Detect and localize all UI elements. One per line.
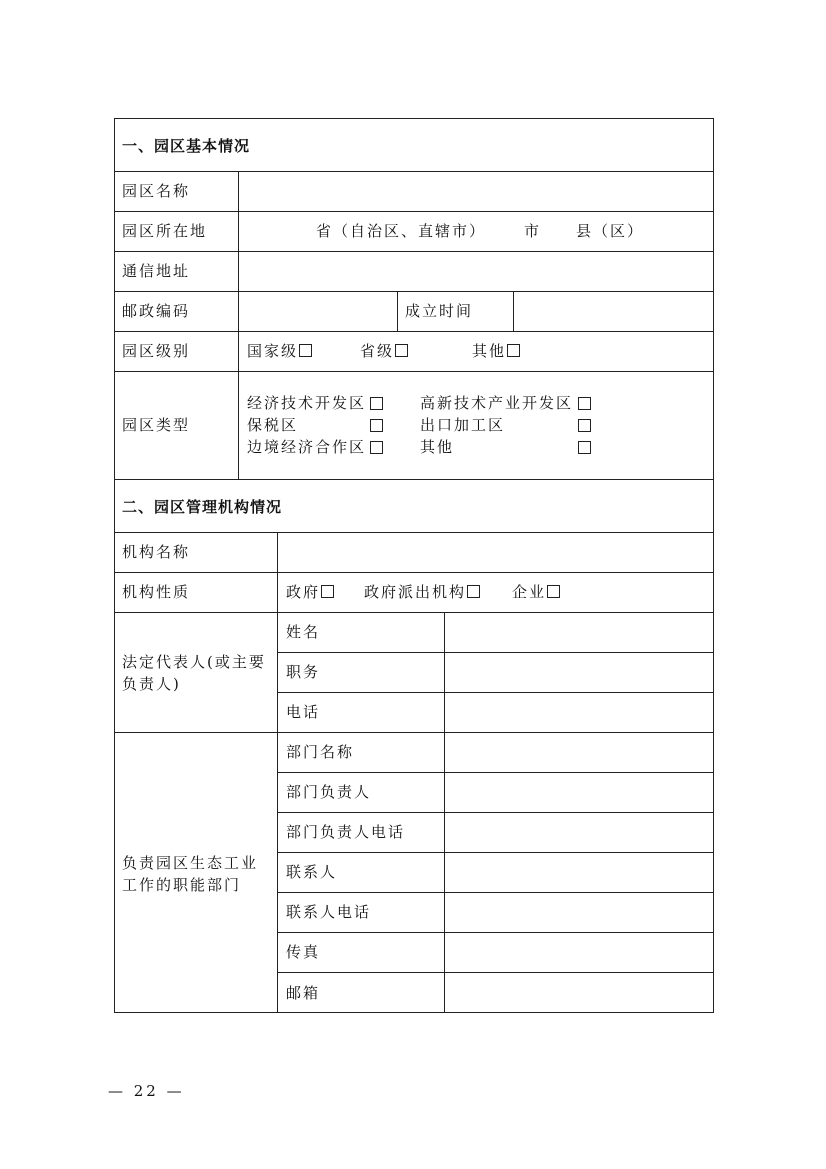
dept-head-field[interactable] <box>446 774 712 811</box>
checkbox-icon[interactable] <box>467 585 480 598</box>
divider <box>513 291 514 331</box>
level-provincial-text: 省级 <box>360 342 395 360</box>
divider <box>277 852 714 853</box>
divider <box>277 772 714 773</box>
divider <box>114 572 714 573</box>
fax-label: 传真 <box>286 943 321 961</box>
checkbox-icon[interactable] <box>299 344 312 357</box>
postcode-label: 邮政编码 <box>122 302 191 320</box>
position-label: 职务 <box>286 663 321 681</box>
contact-field[interactable] <box>446 854 712 891</box>
type-export-text: 出口加工区 <box>420 416 506 434</box>
address-field[interactable] <box>240 253 712 290</box>
type-hitech-text: 高新技术产业开发区 <box>420 394 574 412</box>
page-number: — 22 — <box>108 1082 185 1100</box>
legal-rep-phone-field[interactable] <box>446 694 712 731</box>
type-label: 园区类型 <box>122 416 191 434</box>
contact-label: 联系人 <box>286 863 338 881</box>
level-national-text: 国家级 <box>247 342 299 360</box>
location-county-text: 县（区） <box>576 222 645 240</box>
checkbox-icon[interactable] <box>578 419 591 432</box>
address-label: 通信地址 <box>122 262 191 280</box>
divider <box>397 291 398 331</box>
nature-agency-option[interactable] <box>364 582 480 602</box>
divider <box>444 612 445 1013</box>
email-field[interactable] <box>446 974 712 1012</box>
phone-label: 电话 <box>286 703 321 721</box>
location-label: 园区所在地 <box>122 222 208 240</box>
park-name-field[interactable] <box>240 173 712 210</box>
nature-gov-text: 政府 <box>286 583 321 601</box>
established-field[interactable] <box>515 293 712 330</box>
checkbox-icon[interactable] <box>321 585 334 598</box>
dept-label-line1: 负责园区生态工业 <box>122 854 259 872</box>
fax-field[interactable] <box>446 934 712 971</box>
nature-gov-option[interactable] <box>286 582 334 602</box>
type-border-text: 边境经济合作区 <box>247 438 367 456</box>
divider <box>114 211 714 212</box>
divider <box>114 732 714 733</box>
type-bonded-text: 保税区 <box>247 416 299 434</box>
established-label: 成立时间 <box>405 302 474 320</box>
postcode-field[interactable] <box>240 293 396 330</box>
divider <box>277 652 714 653</box>
nature-enterprise-option[interactable] <box>512 582 560 602</box>
location-city-text: 市 <box>524 222 542 240</box>
dept-head-phone-label: 部门负责人电话 <box>286 823 406 841</box>
divider <box>277 532 278 1013</box>
divider <box>114 479 714 480</box>
divider <box>277 972 714 973</box>
checkbox-icon[interactable] <box>578 397 591 410</box>
section1-title: 一、园区基本情况 <box>122 137 251 155</box>
divider <box>277 932 714 933</box>
level-label: 园区级别 <box>122 342 191 360</box>
name-label: 姓名 <box>286 623 321 641</box>
nature-enterprise-text: 企业 <box>512 583 547 601</box>
legal-rep-name-field[interactable] <box>446 614 712 651</box>
divider <box>114 532 714 533</box>
divider <box>114 331 714 332</box>
checkbox-icon[interactable] <box>370 441 383 454</box>
location-province-text: 省（自治区、直辖市） <box>316 222 487 240</box>
org-nature-label: 机构性质 <box>122 583 191 601</box>
org-name-field[interactable] <box>279 534 712 571</box>
level-provincial-option[interactable] <box>360 341 408 361</box>
checkbox-icon[interactable] <box>370 397 383 410</box>
email-label: 邮箱 <box>286 984 321 1002</box>
divider <box>114 291 714 292</box>
checkbox-icon[interactable] <box>395 344 408 357</box>
divider <box>277 892 714 893</box>
dept-name-label: 部门名称 <box>286 743 355 761</box>
divider <box>277 812 714 813</box>
divider <box>238 171 239 479</box>
dept-head-label: 部门负责人 <box>286 783 372 801</box>
divider <box>114 251 714 252</box>
divider <box>114 171 714 172</box>
checkbox-icon[interactable] <box>370 419 383 432</box>
level-national-option[interactable] <box>247 341 312 361</box>
level-other-option[interactable] <box>472 341 520 361</box>
checkbox-icon[interactable] <box>547 585 560 598</box>
org-name-label: 机构名称 <box>122 543 191 561</box>
legal-rep-label-line2: 负责人) <box>122 675 181 693</box>
divider <box>114 612 714 613</box>
contact-phone-label: 联系人电话 <box>286 903 372 921</box>
section2-title: 二、园区管理机构情况 <box>122 498 283 516</box>
type-etdz-text: 经济技术开发区 <box>247 394 367 412</box>
dept-name-field[interactable] <box>446 734 712 771</box>
legal-rep-position-field[interactable] <box>446 654 712 691</box>
dept-head-phone-field[interactable] <box>446 814 712 851</box>
contact-phone-field[interactable] <box>446 894 712 931</box>
checkbox-icon[interactable] <box>507 344 520 357</box>
park-name-label: 园区名称 <box>122 182 191 200</box>
divider <box>114 371 714 372</box>
legal-rep-label-line1: 法定代表人(或主要 <box>122 653 266 671</box>
type-other-text: 其他 <box>420 438 455 456</box>
divider <box>277 692 714 693</box>
nature-agency-text: 政府派出机构 <box>364 583 467 601</box>
level-other-text: 其他 <box>472 342 507 360</box>
dept-label-line2: 工作的职能部门 <box>122 876 242 894</box>
checkbox-icon[interactable] <box>578 441 591 454</box>
